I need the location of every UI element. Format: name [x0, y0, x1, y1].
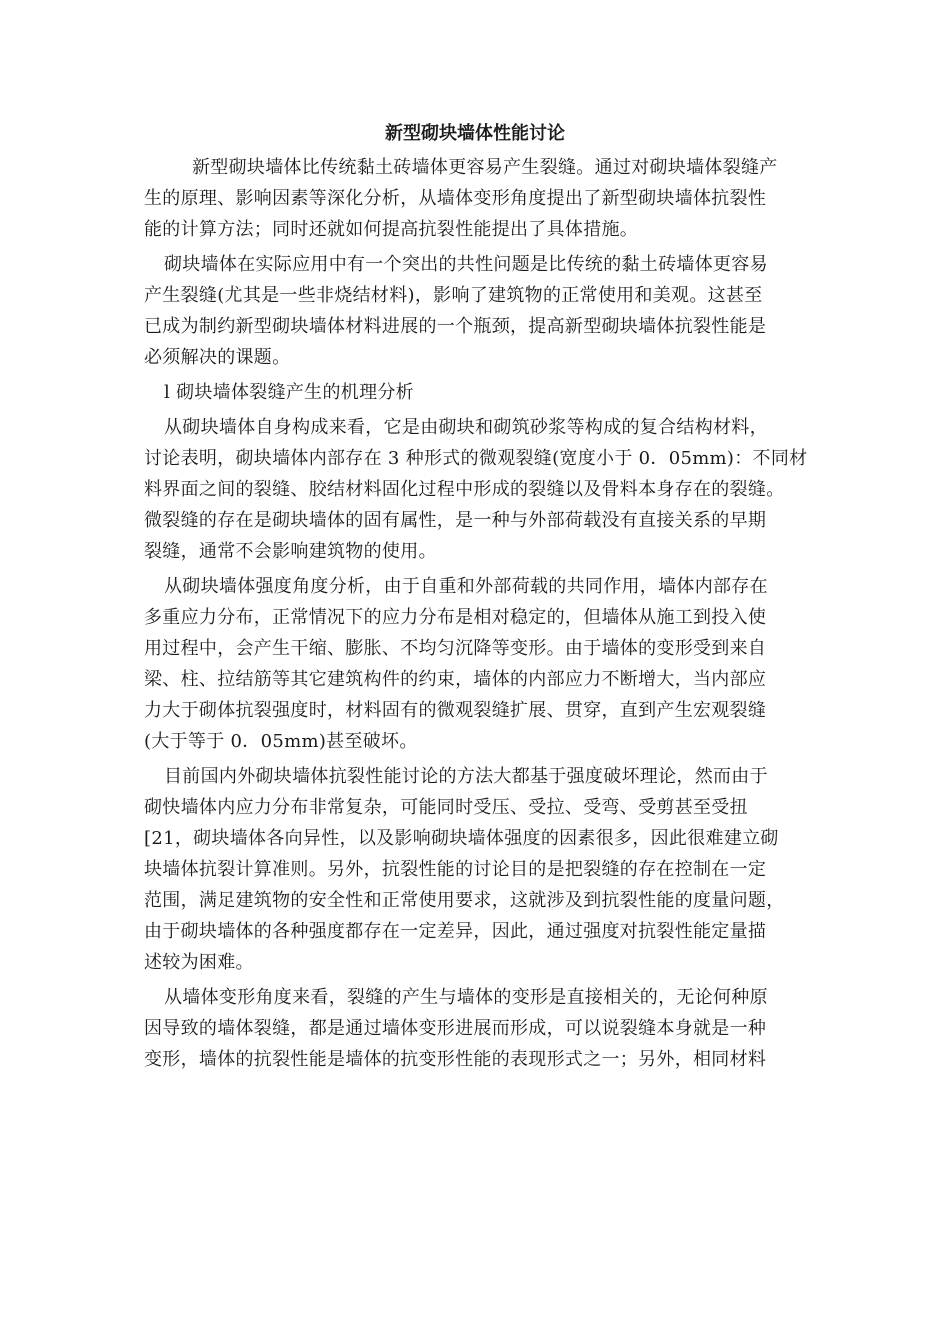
paragraph-line: 砌块墙体在实际应用中有一个突出的共性问题是比传统的黏土砖墙体更容易	[164, 254, 768, 275]
paragraph-line: 裂缝，通常不会影响建筑物的使用。	[144, 541, 437, 562]
paragraph	[144, 249, 824, 373]
paragraph	[144, 761, 824, 978]
paragraph-line: 微裂缝的存在是砌块墙体的固有属性，是一种与外部荷载没有直接关系的早期	[144, 510, 767, 531]
paragraph-line: 变形，墙体的抗裂性能是墙体的抗变形性能的表现形式之一；另外，相同材料	[144, 1049, 767, 1070]
document-body	[144, 152, 824, 1075]
paragraph	[144, 152, 824, 245]
paragraph-line: 已成为制约新型砌块墙体材料进展的一个瓶颈，提高新型砌块墙体抗裂性能是	[144, 316, 767, 337]
paragraph-line: (大于等于 0．05mm)甚至破坏。	[144, 731, 418, 752]
paragraph-line: 多重应力分布，正常情况下的应力分布是相对稳定的，但墙体从施工到投入使	[144, 607, 767, 628]
paragraph-line: 从砌块墙体强度角度分析，由于自重和外部荷载的共同作用，墙体内部存在	[164, 576, 768, 597]
paragraph-line: 产生裂缝(尤其是一些非烧结材料)，影响了建筑物的正常使用和美观。这甚至	[144, 285, 763, 306]
paragraph-line: 用过程中，会产生干缩、膨胀、不均匀沉降等变形。由于墙体的变形受到来自	[144, 638, 767, 659]
paragraph-line: 砌快墙体内应力分布非常复杂，可能同时受压、受拉、受弯、受剪甚至受扭	[144, 797, 748, 818]
paragraph-line: 块墙体抗裂计算准则。另外，抗裂性能的讨论目的是把裂缝的存在控制在一定	[144, 859, 767, 880]
paragraph-line: 新型砌块墙体比传统黏土砖墙体更容易产生裂缝。通过对砌块墙体裂缝产	[192, 157, 778, 178]
paragraph	[144, 982, 824, 1075]
paragraph-line: 生的原理、影响因素等深化分析，从墙体变形角度提出了新型砌块墙体抗裂性	[144, 188, 767, 209]
paragraph-line: 讨论表明，砌块墙体内部存在 3 种形式的微观裂缝(宽度小于 0．05mm)：不同材	[144, 448, 808, 469]
paragraph-line: 因导致的墙体裂缝，都是通过墙体变形进展而形成，可以说裂缝本身就是一种	[144, 1018, 767, 1039]
paragraph-line: 述较为困难。	[144, 952, 254, 973]
paragraph	[144, 412, 824, 567]
paragraph-line: 从砌块墙体自身构成来看，它是由砌块和砌筑砂浆等构成的复合结构材料，	[164, 417, 768, 438]
paragraph-line: 料界面之间的裂缝、胶结材料固化过程中形成的裂缝以及骨料本身存在的裂缝。	[144, 479, 785, 500]
paragraph-line: 目前国内外砌块墙体抗裂性能讨论的方法大都基于强度破坏理论，然而由于	[164, 766, 768, 787]
paragraph-line: 能的计算方法；同时还就如何提高抗裂性能提出了具体措施。	[144, 219, 639, 240]
paragraph-line: 范围，满足建筑物的安全性和正常使用要求，这就涉及到抗裂性能的度量问题，	[144, 890, 785, 911]
paragraph-line: 必须解决的课题。	[144, 347, 291, 368]
paragraph	[144, 377, 824, 408]
paragraph-line: 从墙体变形角度来看，裂缝的产生与墙体的变形是直接相关的，无论何种原	[164, 987, 768, 1008]
paragraph-line: 力大于砌体抗裂强度时，材料固有的微观裂缝扩展、贯穿，直到产生宏观裂缝	[144, 700, 767, 721]
paragraph	[144, 571, 824, 757]
paragraph-line: 梁、柱、拉结筋等其它建筑构件的约束，墙体的内部应力不断增大，当内部应	[144, 669, 767, 690]
document-title: 新型砌块墙体性能讨论	[385, 123, 565, 144]
paragraph-line: [21，砌块墙体各向异性，以及影响砌块墙体强度的因素很多，因此很难建立砌	[144, 828, 779, 849]
paragraph-line: 由于砌块墙体的各种强度都存在一定差异，因此，通过强度对抗裂性能定量描	[144, 921, 767, 942]
paragraph-line: l 砌块墙体裂缝产生的机理分析	[164, 382, 414, 403]
